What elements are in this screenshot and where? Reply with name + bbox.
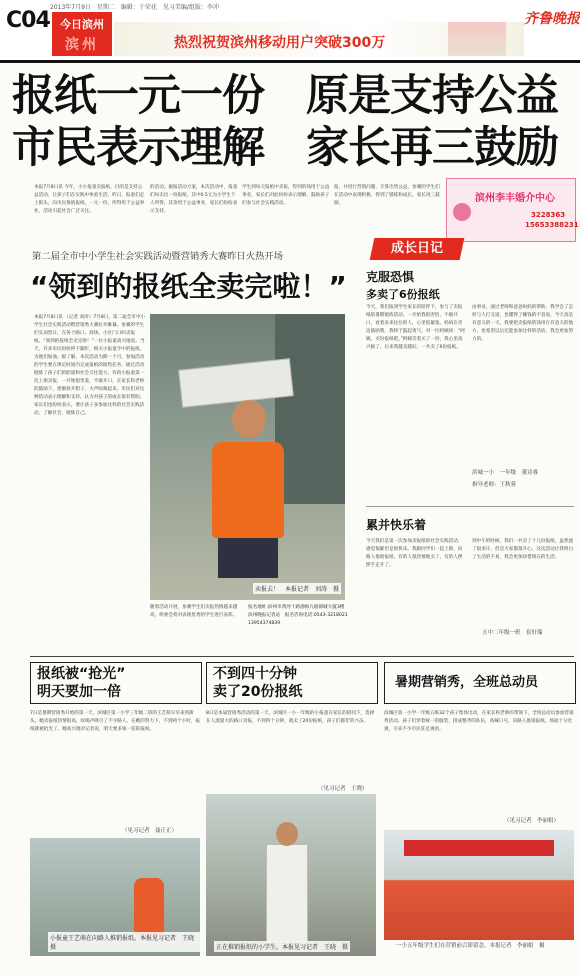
ad-title: 滨州李丰婚介中心 — [475, 193, 555, 204]
diary-1-signature: 滨城一小 一年级 董诗睿 — [472, 470, 539, 476]
diary-1-teacher: 指导老师：王秋蓉 — [472, 482, 517, 488]
photo-2-child — [266, 844, 308, 942]
page-number: C04 — [6, 8, 50, 33]
lead-text-col-2: 的活动。据报活动方案，本次活动中，报童们每卖出一份报纸，其中0.5元为小学生个人所得，其余用于公益事业，家长们纷纷表示支持。 — [150, 185, 238, 214]
registration-info: 报名地址:滨州市黄河十路渤海九路锦城大厦3楼滨州晚报记者站 报名咨询电话:0543-3218021 13954374839 — [248, 605, 348, 626]
diary-2-signature: 五中二年级一班 崔轩瑞 — [482, 630, 543, 636]
bottom-col-1-credit: （见习记者 聂正正） — [122, 828, 178, 834]
main-photo — [150, 314, 345, 600]
main-story-text: 本报7月8日讯 （记者 刘涛）7月8日，第二届全市中小学生社会实践活动暨营销秀大赛拉开帷幕。参赛的学生们头顶烈日，在各个路口、商场、小区门口叫卖报纸。“领到的报纸全卖完啦！”一位小报童高兴地说。当天，许多市民纷纷停下脚步，购买小报童手中的报纸，为他们加油。据了解，本次活动为期一个月，参加活动的学生要在规定时间内完成报纸的销售任务，通过活动锻炼了孩子们的胆量和社会交往能力。有的小报童第一次上街卖报，一开始很害羞，不敢开口，在家长和老师的鼓励下，逐渐放开胆子，大声吆喝起来。市民们对这种活动表示理解和支持，认为对孩子的成长很有帮助。家长们也纷纷表示，要让孩子多参加这样的社会实践活动，了解社会，锻炼自己。 — [34, 315, 146, 416]
banner-people-graphic — [448, 22, 506, 56]
diary-1-text-col-b: 由事业，通过老师和爸爸妈妈的帮助，我学会了怎样与人打交道，也懂得了赚钱的不容易，今天真是有意义的一天。我要把卖报纸的钱用在有意义的地方，也希望以后还能参加这样的活动，我会更加努力的。 — [472, 305, 574, 342]
diary-2-title: 累并快乐着 — [366, 518, 427, 532]
dateline: 2013年7月9日 星期二 编辑：于荣花 见习美编/组版：李冲 — [50, 4, 219, 11]
photo-2-child-head — [276, 822, 298, 846]
section-subtitle: 滨州 — [65, 37, 99, 53]
bottom-col-3-title: 暑期营销秀，全班总动员 — [395, 675, 539, 690]
diary-2-text-col-b: 到中午的时候，我们一共卖了十几份报纸，虽然流了很多汗，但是大家都很开心，这次活动让我明白了生活的不易，我会更加珍惜现在的生活。 — [472, 539, 574, 560]
bottom-col-3-title-box — [384, 662, 576, 704]
photo-1-child — [134, 878, 164, 938]
bottom-section-rule — [30, 656, 574, 657]
bottom-col-2-title-box — [206, 662, 378, 704]
bottom-col-2-text: 8日是本届营销秀活动的第一天，滨城区一小一年级的小报童在家长的陪同下，选择在人流量大的路口卖报，不到四十分钟，就卖了20份报纸，孩子们都非常兴奋。 — [206, 711, 375, 724]
main-subhead: 第二届全市中小学生社会实践活动暨营销秀大赛昨日火热开场 — [32, 251, 284, 262]
masthead — [0, 0, 580, 60]
bottom-col-1-photo — [30, 838, 200, 956]
bottom-col-2-credit: （见习记者 王晓） — [318, 786, 368, 792]
photo-child-shorts — [218, 538, 278, 578]
diary-label — [370, 238, 465, 260]
masthead-rule — [0, 60, 580, 63]
lead-text-col-4: 报，并进行营销问题，计算出售公益，参赛的学生们在活动中表现积极，得到了锻炼和成长，家长再三鼓励。 — [334, 185, 440, 206]
banner-text: 热烈祝贺滨州移动用户突破300万 — [174, 35, 386, 51]
bottom-col-3-text: 滨城区第一小学一年级五班32个孩子集体出动，在家长和老师的带领下，全班总动员参加营销秀活动。孩子们穿着统一的服装，排成整齐的队伍，高喊口号，向路人推销报纸，场面十分壮观，引来不少市民驻足观看。 — [384, 711, 574, 732]
lead-text-col-3: 学生到每天报纸中卖报，得到的钱用于公益事业，家长们对此纷纷表示理解，鼓励孩子们参与社会实践活动。 — [242, 185, 330, 206]
bottom-col-1-caption: 小报童王艺萌在向路人推销报纸。本报见习记者 王晓 摄 — [48, 932, 200, 952]
diary-1-title: 克服恐惧 — [366, 270, 415, 284]
photo-child-shirt — [212, 442, 284, 538]
main-quote-headline: “领到的报纸全卖完啦！” — [30, 270, 347, 303]
ad-phone-2: 15653388231 — [525, 221, 579, 229]
banner — [114, 22, 524, 56]
section-title: 今日滨州 — [60, 18, 104, 31]
bottom-col-2-title-line-1: 不到四十分钟 — [213, 666, 297, 682]
bottom-col-1-text: 7日是暑期营销秀开始的第一天，滨城区第一小学三年级二班的王艺萌早早来到街头。她卖报纸热情很高，吆喝声吸引了不少路人，在她的努力下，不到两个小时，报纸就被抢光了。她高兴地对记者说，明天要多领一倍的报纸。 — [30, 711, 200, 732]
main-photo-caption: 卖报去！ 本报记者 刘涛 摄 — [253, 583, 341, 594]
bottom-col-3-photo — [384, 830, 574, 940]
photo-child-head — [232, 400, 266, 438]
lead-text-col-1: 本报7月8日讯 今年，小小报童卖报纸，目的是支持公益活动，让孩子们在实践中体验生活。昨日，报童们走上街头，向市民推销报纸，一元一份，所得用于公益事业，活动引起社会广泛关注。 — [34, 185, 145, 214]
bottom-col-2-title-line-2: 卖了20份报纸 — [213, 684, 303, 700]
bottom-col-2-caption: 正在推销报纸的小学生。本报见习记者 王晓 摄 — [214, 941, 350, 952]
ad-heart-graphic — [453, 203, 471, 221]
diary-2-text-col-a: 今天我们是第一次参加卖报纸的社会实践活动，感觉很累但是很快乐。我跟同学们一起上街，向路人推销报纸，有的人很热情地买了，有的人摆摆手走开了。 — [366, 539, 463, 568]
bottom-col-1-title-line-2: 明天要加一倍 — [37, 684, 121, 700]
ad-phone-1: 3228363 — [531, 211, 566, 219]
photo-building — [275, 314, 345, 504]
bottom-col-1-title-line-1: 报纸被“抢光” — [37, 666, 126, 682]
diary-1-subtitle: 多卖了6份报纸 — [366, 288, 440, 301]
bottom-col-3-credit: （见习记者 李丽娟） — [504, 818, 560, 824]
paper-logo: 齐鲁晚报 — [524, 11, 580, 27]
diary-label-text: 成长日记 — [390, 241, 443, 256]
matchmaking-ad — [446, 178, 579, 242]
section-tab — [52, 12, 112, 56]
bottom-col-1-title-box — [30, 662, 202, 704]
diary-1-text-col-a: 今天，我们报到学生家长的陪伴下，参与了卖报纸的暑期锻炼活动。一开始我很害怕，不敢开口，看着来来往往的人，心里很紧张。妈妈在旁边鼓励我，我终于鼓起勇气，对一位阿姨说：“阿姨，买份报纸吧。”阿姨笑着买了一份，我心里高兴极了。后来我越卖越好，一共卖了6份报纸。 — [366, 305, 465, 350]
headline-line-1: 报纸一元一份 原是支持公益 — [12, 71, 558, 121]
main-story-text-below-photo: 随着活动开展，参赛学生们卖报热情越来越高，组委会将对表现优秀的学生进行表彰。 — [150, 605, 238, 618]
bottom-col-2-photo — [206, 794, 376, 956]
diary-divider — [366, 506, 574, 507]
bottom-col-3-caption: 一小五年级学生们在营销前合影留念。本报记者 李丽娟 摄 — [396, 943, 545, 949]
photo-3-banner — [404, 840, 554, 856]
headline-line-2: 市民表示理解 家长再三鼓励 — [12, 123, 558, 173]
